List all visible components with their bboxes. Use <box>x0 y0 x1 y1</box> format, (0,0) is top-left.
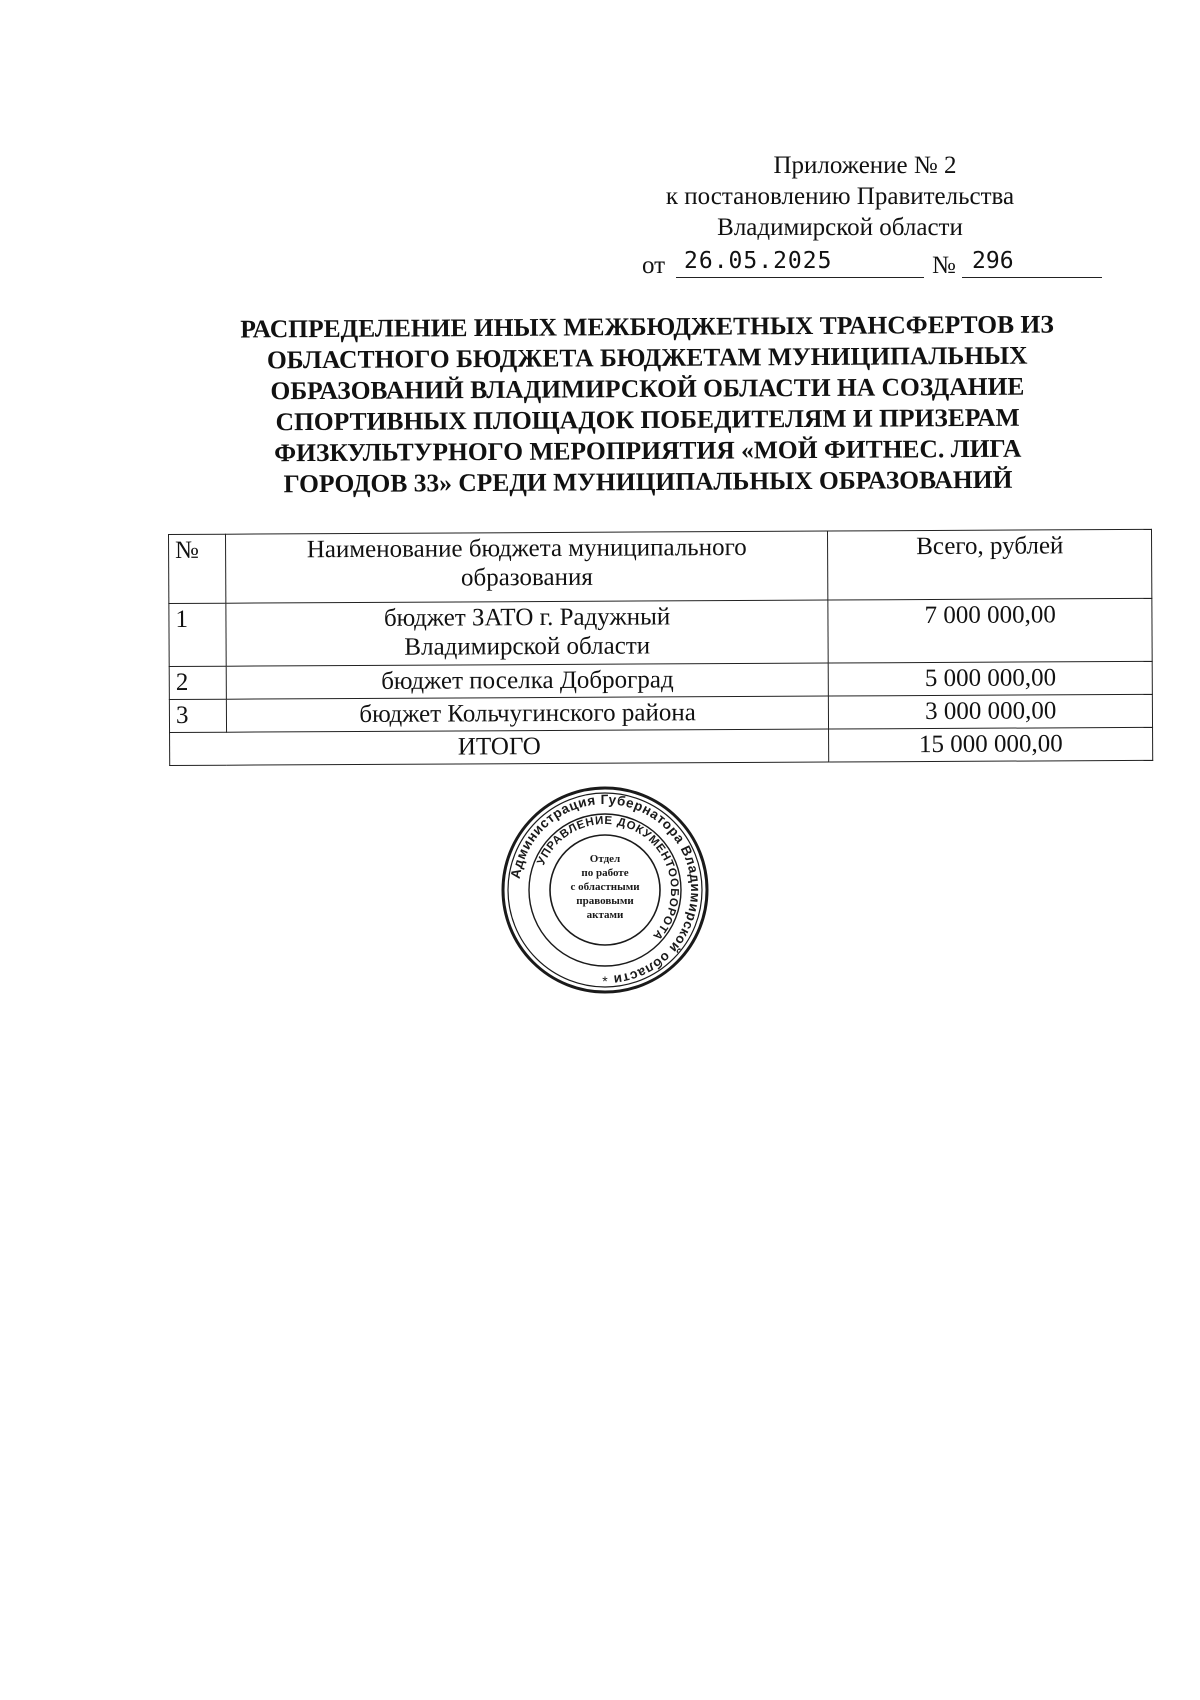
stamp-center-line: с областными <box>570 881 640 893</box>
stamp-outer-text-path: Администрация Губернатора Владимирской области <box>507 791 704 988</box>
row-name-line: Владимирской области <box>404 632 651 661</box>
title-line: ОБРАЗОВАНИЙ ВЛАДИМИРСКОЙ ОБЛАСТИ НА СОЗДАНИЕ <box>270 371 1025 406</box>
row-name: бюджет поселка Доброград <box>226 663 829 699</box>
header-sum: Всего, рублей <box>828 529 1152 600</box>
stamp-center-line: актами <box>586 909 624 921</box>
stamp-center-line: по работе <box>581 867 629 879</box>
stamp-center-line: правовыми <box>576 895 634 907</box>
title-line: ФИЗКУЛЬТУРНОГО МЕРОПРИЯТИЯ «МОЙ ФИТНЕС. ЛИГА <box>274 433 1022 468</box>
number-prefix: № <box>932 252 956 279</box>
title-line: ОБЛАСТНОГО БЮДЖЕТА БЮДЖЕТАМ МУНИЦИПАЛЬНЫХ <box>266 340 1028 375</box>
total-sum: 15 000 000,00 <box>829 727 1153 762</box>
table-total-row <box>170 727 1153 765</box>
appendix-number: Приложение № 2 <box>773 152 957 179</box>
resolution-number: 296 <box>962 248 1102 278</box>
date-prefix: от <box>642 252 666 279</box>
appendix-region: Владимирской области <box>717 214 963 241</box>
table-header-row <box>169 529 1152 603</box>
title-line: РАСПРЕДЕЛЕНИЕ ИНЫХ МЕЖБЮДЖЕТНЫХ ТРАНСФЕРТОВ ИЗ <box>240 309 1054 344</box>
table-row <box>169 661 1152 699</box>
row-sum: 3 000 000,00 <box>829 694 1153 729</box>
resolution-date: 26.05.2025 <box>676 248 924 278</box>
appendix-resolution: к постановлению Правительства <box>665 183 1015 210</box>
row-no: 2 <box>169 666 226 699</box>
row-sum: 7 000 000,00 <box>828 598 1152 663</box>
row-name <box>226 600 829 666</box>
header-name-line: Наименование бюджета муниципального <box>306 533 747 564</box>
official-stamp <box>500 785 710 995</box>
title-line: ГОРОДОВ 33» СРЕДИ МУНИЦИПАЛЬНЫХ ОБРАЗОВАНИЙ <box>283 464 1013 499</box>
row-name-line: бюджет ЗАТО г. Радужный <box>383 603 671 632</box>
row-name: бюджет Кольчугинского района <box>226 696 829 732</box>
total-label: ИТОГО <box>170 729 830 765</box>
stamp-center-line: Отдел <box>589 853 621 865</box>
document-title <box>194 308 1100 500</box>
stamp-star: * <box>602 973 608 989</box>
row-no: 1 <box>169 603 226 666</box>
header-name <box>225 531 828 603</box>
stamp-inner-text-path: УПРАВЛЕНИЕ ДОКУМЕНТООБОРОТА <box>535 814 681 943</box>
title-line: СПОРТИВНЫХ ПЛОЩАДОК ПОБЕДИТЕЛЯМ И ПРИЗЕРАМ <box>275 402 1020 437</box>
row-sum: 5 000 000,00 <box>829 661 1153 696</box>
table-row <box>169 694 1152 732</box>
resolution-date-line <box>642 248 1102 282</box>
appendix-header <box>600 150 1080 243</box>
budget-table <box>168 529 1153 766</box>
header-name-line: образования <box>460 563 593 592</box>
row-no: 3 <box>169 699 226 732</box>
header-no: № <box>169 534 226 603</box>
table-row <box>169 598 1152 666</box>
